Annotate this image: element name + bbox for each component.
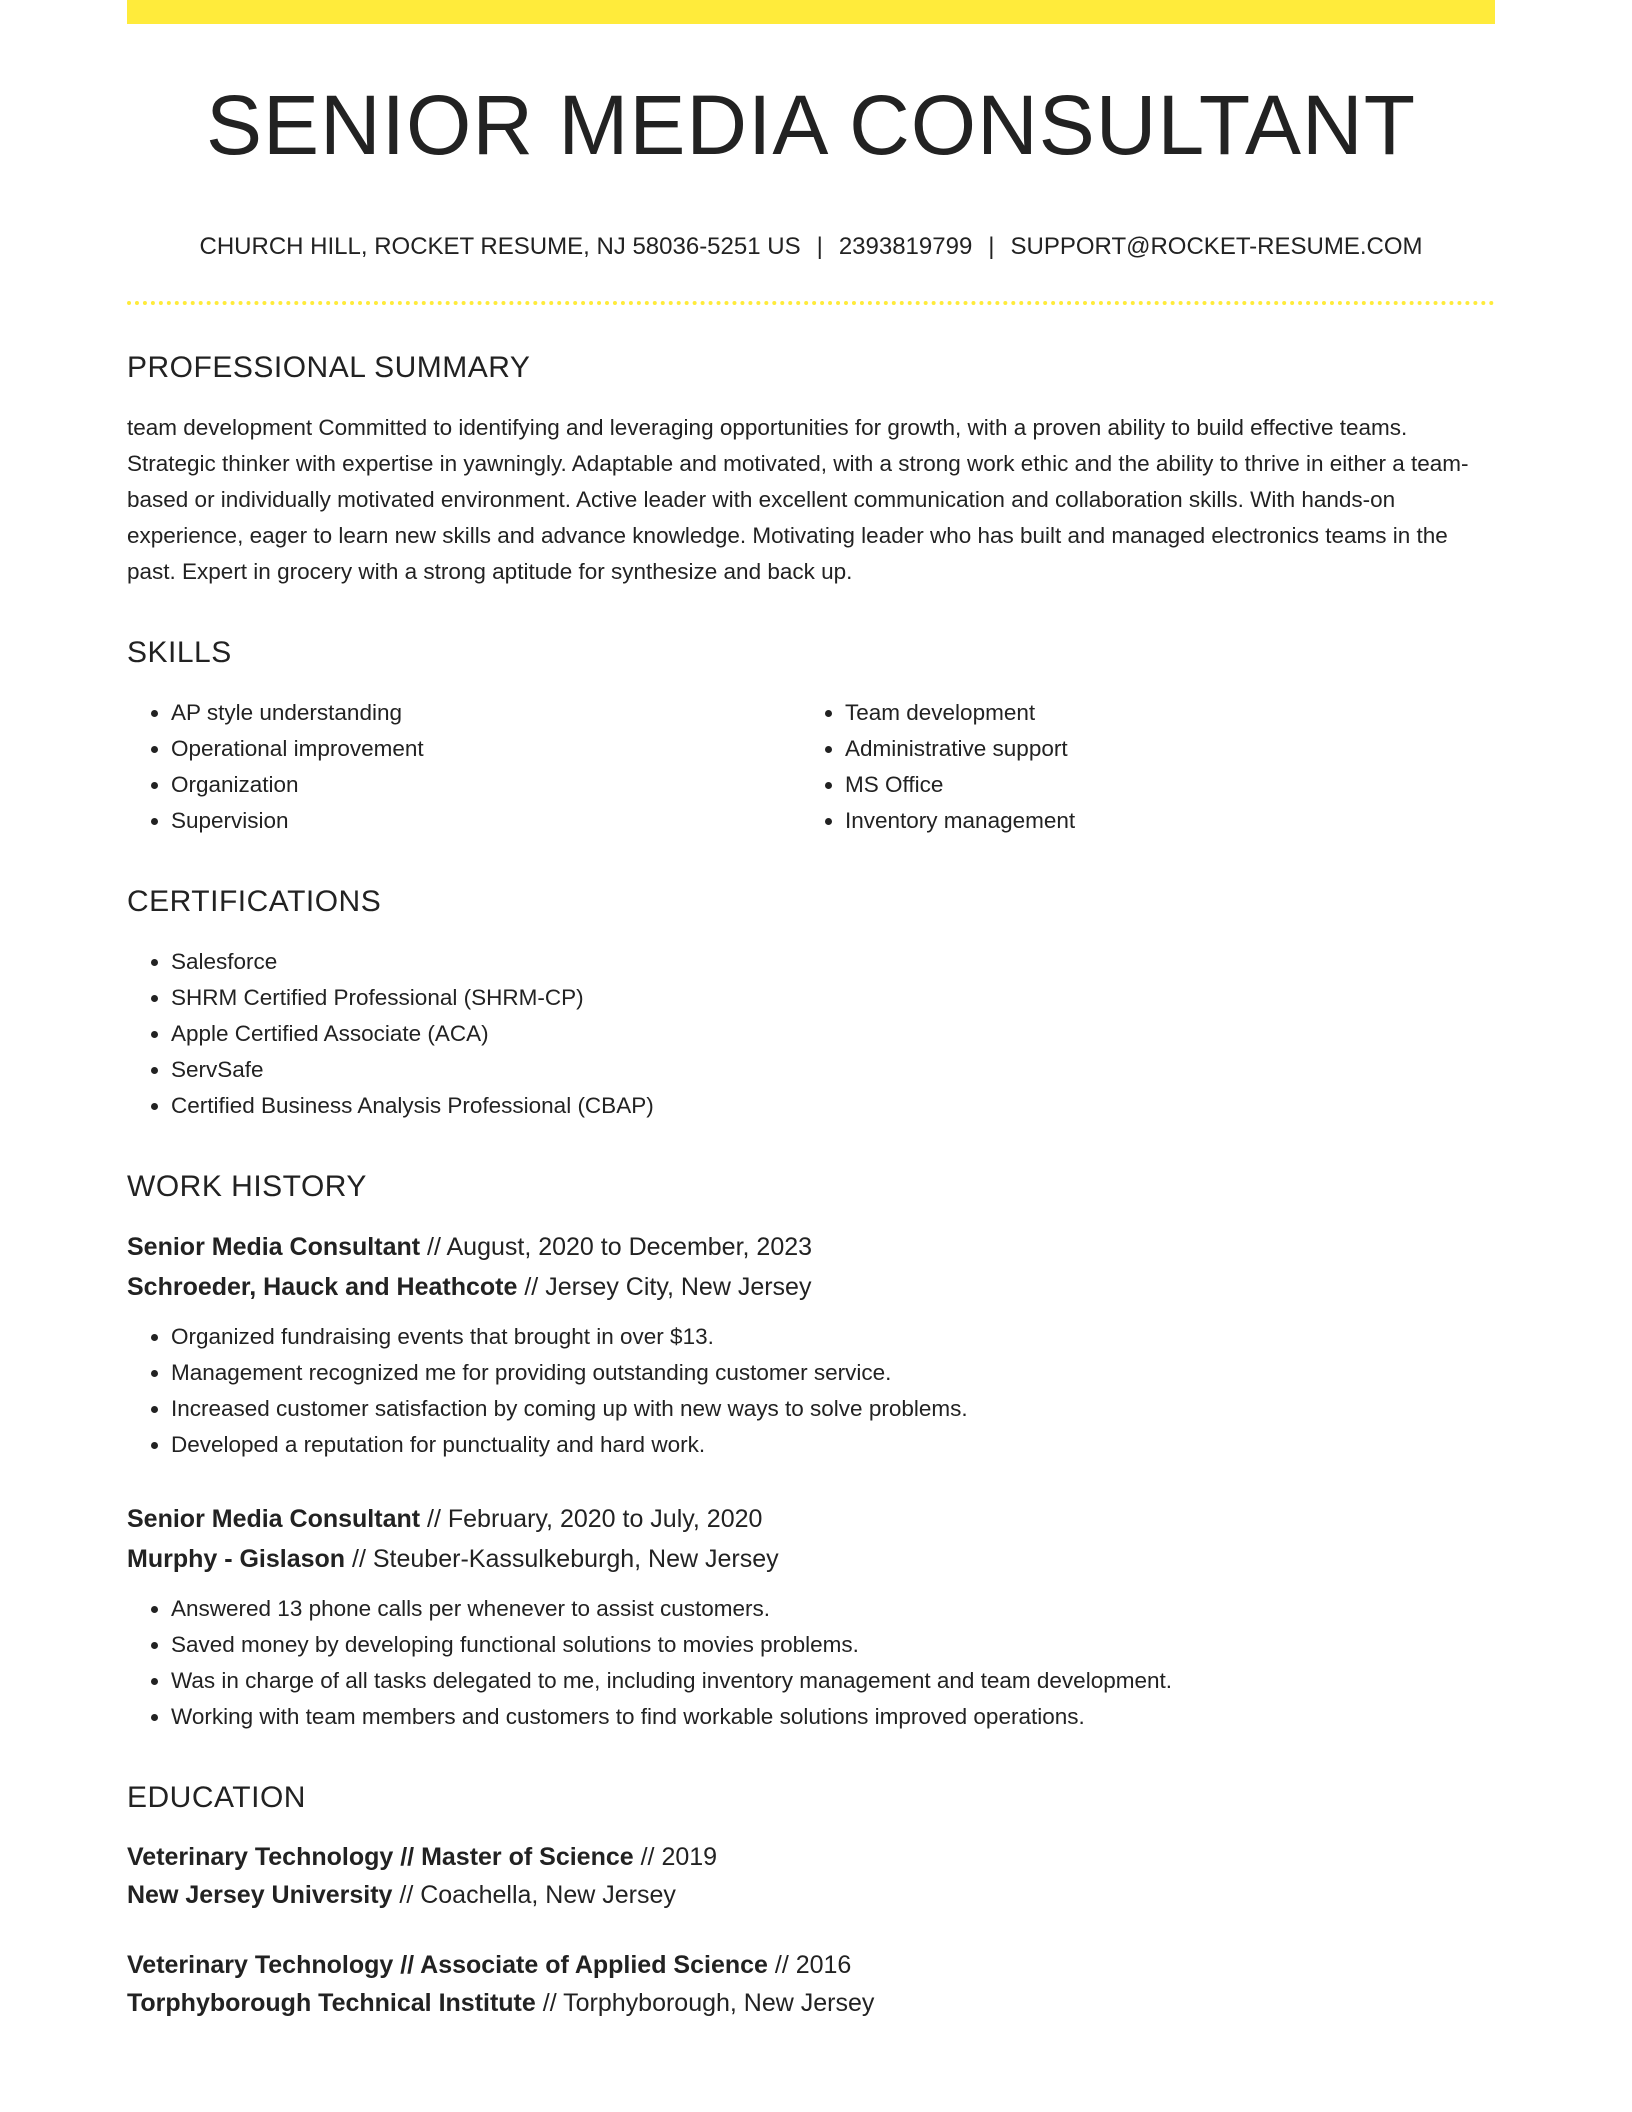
contact-email: SUPPORT@ROCKET-RESUME.COM xyxy=(1010,233,1423,261)
job-dates: // February, 2020 to July, 2020 xyxy=(420,1505,763,1534)
job-role-line xyxy=(127,1499,1495,1539)
job-bullet: • Answered 13 phone calls per whenever to assist customers. xyxy=(171,1591,1495,1627)
job-company-line xyxy=(127,1539,1495,1579)
job-location: // Jersey City, New Jersey xyxy=(517,1273,812,1302)
job-role: Senior Media Consultant xyxy=(127,1505,421,1534)
candidate-title: SENIOR MEDIA CONSULTANT xyxy=(205,78,1417,172)
education-school: New Jersey University xyxy=(127,1881,393,1910)
top-accent-bar xyxy=(127,0,1495,24)
dotted-divider xyxy=(127,301,1495,305)
contact-line xyxy=(127,233,1495,261)
job-company: Murphy - Gislason xyxy=(127,1545,346,1574)
job-bullet: • Was in charge of all tasks delegated to me, including inventory management and team development. xyxy=(171,1663,1495,1699)
contact-separator: | xyxy=(988,233,995,261)
education-year: // 2019 xyxy=(633,1843,718,1872)
job-bullet: • Management recognized me for providing outstanding customer service. xyxy=(171,1355,1495,1391)
certification-item: • Apple Certified Associate (ACA) xyxy=(171,1016,1495,1052)
job-company-line xyxy=(127,1267,1495,1307)
summary-text: team development Committed to identifying and leveraging opportunities for growth, with a proven ability to build effective teams. Strategic thinker with expertise in yawningly. Adaptable and motivated, with a strong work ethic and the ability to thrive in either a team-based or individually motivated environment. Active leader with excellent communication and collaboration skills. With hands-on experience, eager to learn new skills and advance knowledge. Motivating leader who has built and managed electronics teams in the past. Expert in grocery with a strong aptitude for synthesize and back up. xyxy=(127,415,1469,585)
education-entry xyxy=(127,1838,1495,1914)
job-bullet: • Saved money by developing functional solutions to movies problems. xyxy=(171,1627,1495,1663)
job-bullet: • Increased customer satisfaction by coming up with new ways to solve problems. xyxy=(171,1391,1495,1427)
education-heading: EDUCATION xyxy=(127,1781,306,1815)
job-role-line xyxy=(127,1227,1495,1267)
education-entry xyxy=(127,1946,1495,2022)
education-year: // 2016 xyxy=(767,1951,852,1980)
skills-heading: SKILLS xyxy=(127,636,232,670)
education-school-line xyxy=(127,1876,1495,1914)
education-degree: Veterinary Technology // Associate of Applied Science xyxy=(127,1951,768,1980)
job-entry xyxy=(127,1499,1495,1735)
summary-heading: PROFESSIONAL SUMMARY xyxy=(127,351,531,385)
certifications-heading: CERTIFICATIONS xyxy=(127,885,382,919)
contact-separator: | xyxy=(816,233,823,261)
contact-phone: 2393819799 xyxy=(838,233,973,261)
skill-item: • Administrative support xyxy=(845,731,1475,767)
certification-item: • Salesforce xyxy=(171,944,1495,980)
job-bullet: • Organized fundraising events that brought in over $13. xyxy=(171,1319,1495,1355)
job-bullet: • Developed a reputation for punctuality and hard work. xyxy=(171,1427,1495,1463)
education-location: // Coachella, New Jersey xyxy=(392,1881,676,1910)
certification-item: • Certified Business Analysis Professional (CBAP) xyxy=(171,1088,1495,1124)
education-degree-line xyxy=(127,1838,1495,1876)
job-role: Senior Media Consultant xyxy=(127,1233,421,1262)
job-company: Schroeder, Hauck and Heathcote xyxy=(127,1273,518,1302)
skills-column-right xyxy=(801,695,1475,839)
education-degree-line xyxy=(127,1946,1495,1984)
skill-item: • Organization xyxy=(171,767,801,803)
certifications-list xyxy=(127,944,1495,1124)
skill-item: • MS Office xyxy=(845,767,1475,803)
job-dates: // August, 2020 to December, 2023 xyxy=(420,1233,813,1262)
work-history-heading: WORK HISTORY xyxy=(127,1170,367,1204)
job-bullets xyxy=(127,1319,1495,1463)
skills-list xyxy=(127,695,1495,839)
certification-item: • ServSafe xyxy=(171,1052,1495,1088)
job-entry xyxy=(127,1227,1495,1463)
skill-item: • Operational improvement xyxy=(171,731,801,767)
certification-item: • SHRM Certified Professional (SHRM-CP) xyxy=(171,980,1495,1016)
job-bullet: • Working with team members and customers to find workable solutions improved operations. xyxy=(171,1699,1495,1735)
skills-column-left xyxy=(127,695,801,839)
education-location: // Torphyborough, New Jersey xyxy=(535,1989,875,2018)
skill-item: • Team development xyxy=(845,695,1475,731)
skill-item: • AP style understanding xyxy=(171,695,801,731)
job-location: // Steuber-Kassulkeburgh, New Jersey xyxy=(345,1545,779,1574)
skill-item: • Inventory management xyxy=(845,803,1475,839)
resume-page xyxy=(127,0,1495,2022)
education-school-line xyxy=(127,1984,1495,2022)
job-bullets xyxy=(127,1591,1495,1735)
education-degree: Veterinary Technology // Master of Science xyxy=(127,1843,634,1872)
contact-address: CHURCH HILL, ROCKET RESUME, NJ 58036-5251 US xyxy=(199,233,801,261)
skill-item: • Supervision xyxy=(171,803,801,839)
education-school: Torphyborough Technical Institute xyxy=(127,1989,536,2018)
